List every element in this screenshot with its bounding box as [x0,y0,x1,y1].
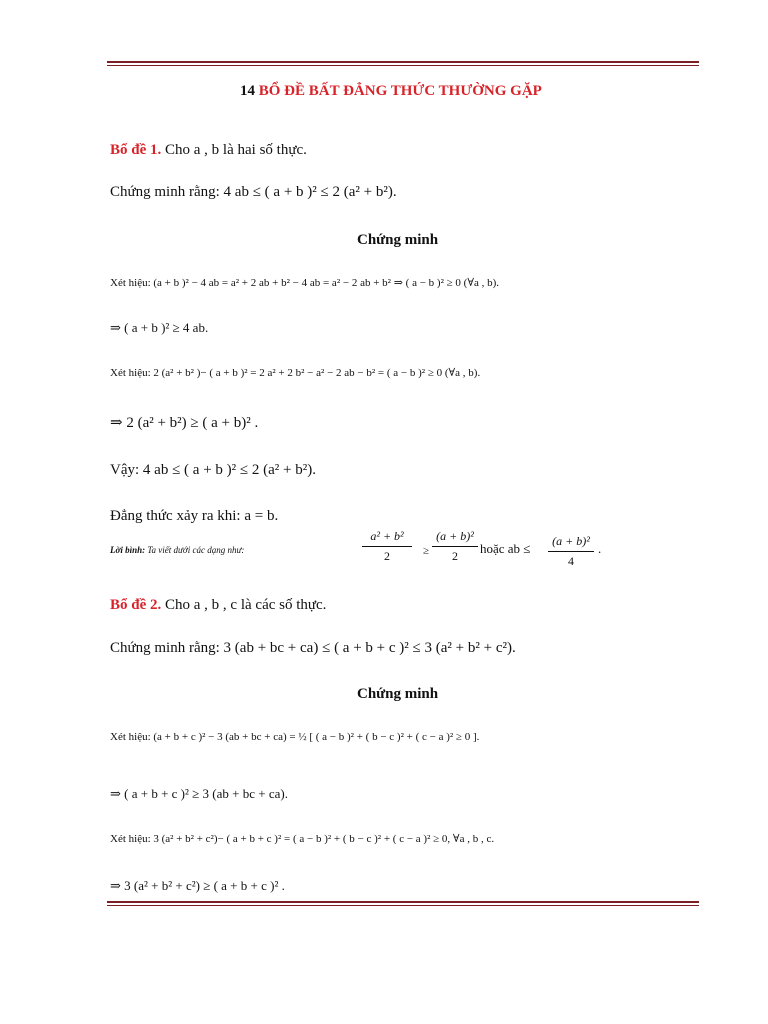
fraction-2-denominator: 2 [452,549,458,563]
lemma2-proof-line3: Xét hiệu: 3 (a² + b² + c²)− ( a + b + c )² = ( a − b )² + ( b − c )² + ( c − a )² ≥ 0, ∀a , b , c. [110,833,495,845]
fraction-3-numerator: (a + b)² [552,534,590,548]
fraction-1-bar [362,546,412,547]
lemma1-remark [110,545,244,555]
lemma2-label: Bổ đề 2. [110,597,162,613]
remark-text: Ta viết dưới các dạng như: [145,545,245,555]
title-number: 14 [240,83,255,99]
lemma2-statement [110,597,326,614]
title-text: BỔ ĐỀ BẤT ĐẲNG THỨC THƯỜNG GẶP [258,83,542,99]
lemma1-proof-line2: ⇒ ( a + b )² ≥ 4 ab. [110,320,209,335]
top-rule [107,61,699,66]
lemma1-claim: Chứng minh rằng: 4 ab ≤ ( a + b )² ≤ 2 (a² + b²). [110,184,397,200]
lemma1-proof-heading: Chứng minh [357,232,439,248]
remark-ge-sign: ≥ [423,545,430,557]
lemma1-proof-line3: Xét hiệu: 2 (a² + b² )− ( a + b )² = 2 a² + 2 b² − a² − 2 ab − b² = ( a − b )² ≥ 0 (∀a , b). [110,367,481,379]
remark-period: . [598,541,602,556]
fraction-3-denominator: 4 [568,554,574,568]
page-title [240,83,542,100]
lemma2-proof-heading: Chứng minh [357,686,439,702]
lemma2-proof-line4: ⇒ 3 (a² + b² + c²) ≥ ( a + b + c )² . [110,878,285,893]
remark-or-text: hoặc ab ≤ [480,541,531,556]
remark-label: Lời bình: [110,545,146,555]
fraction-1-denominator: 2 [384,549,390,563]
lemma2-proof-line2: ⇒ ( a + b + c )² ≥ 3 (ab + bc + ca). [110,786,288,801]
fraction-3-bar [548,551,594,552]
lemma1-conclusion: Vậy: 4 ab ≤ ( a + b )² ≤ 2 (a² + b²). [110,462,316,478]
lemma1-text: Cho a , b là hai số thực. [161,142,307,158]
fraction-2-bar [432,546,478,547]
lemma1-proof-line4: ⇒ 2 (a² + b²) ≥ ( a + b)² . [110,415,259,431]
fraction-2-numerator: (a + b)² [436,529,474,543]
lemma1-statement [110,142,307,159]
lemma2-text: Cho a , b , c là các số thực. [161,597,327,613]
lemma1-equality: Đẳng thức xảy ra khi: a = b. [110,508,279,524]
remark-fraction-3 [548,534,594,569]
lemma1-proof-line1: Xét hiệu: (a + b )² − 4 ab = a² + 2 ab + b² − 4 ab = a² − 2 ab + b² ⇒ ( a − b )² ≥ 0 (∀a , b). [110,277,500,289]
lemma2-claim: Chứng minh rằng: 3 (ab + bc + ca) ≤ ( a + b + c )² ≤ 3 (a² + b² + c²). [110,640,516,656]
fraction-1-numerator: a² + b² [370,529,404,543]
lemma2-proof-line1: Xét hiệu: (a + b + c )² − 3 (ab + bc + ca) = ½ [ ( a − b )² + ( b − c )² + ( c − a )² ≥ 0 ]. [110,731,480,743]
remark-fraction-1 [362,529,412,564]
lemma1-label: Bổ đề 1. [110,142,162,158]
bottom-rule [107,901,699,906]
remark-fraction-2 [432,529,478,564]
